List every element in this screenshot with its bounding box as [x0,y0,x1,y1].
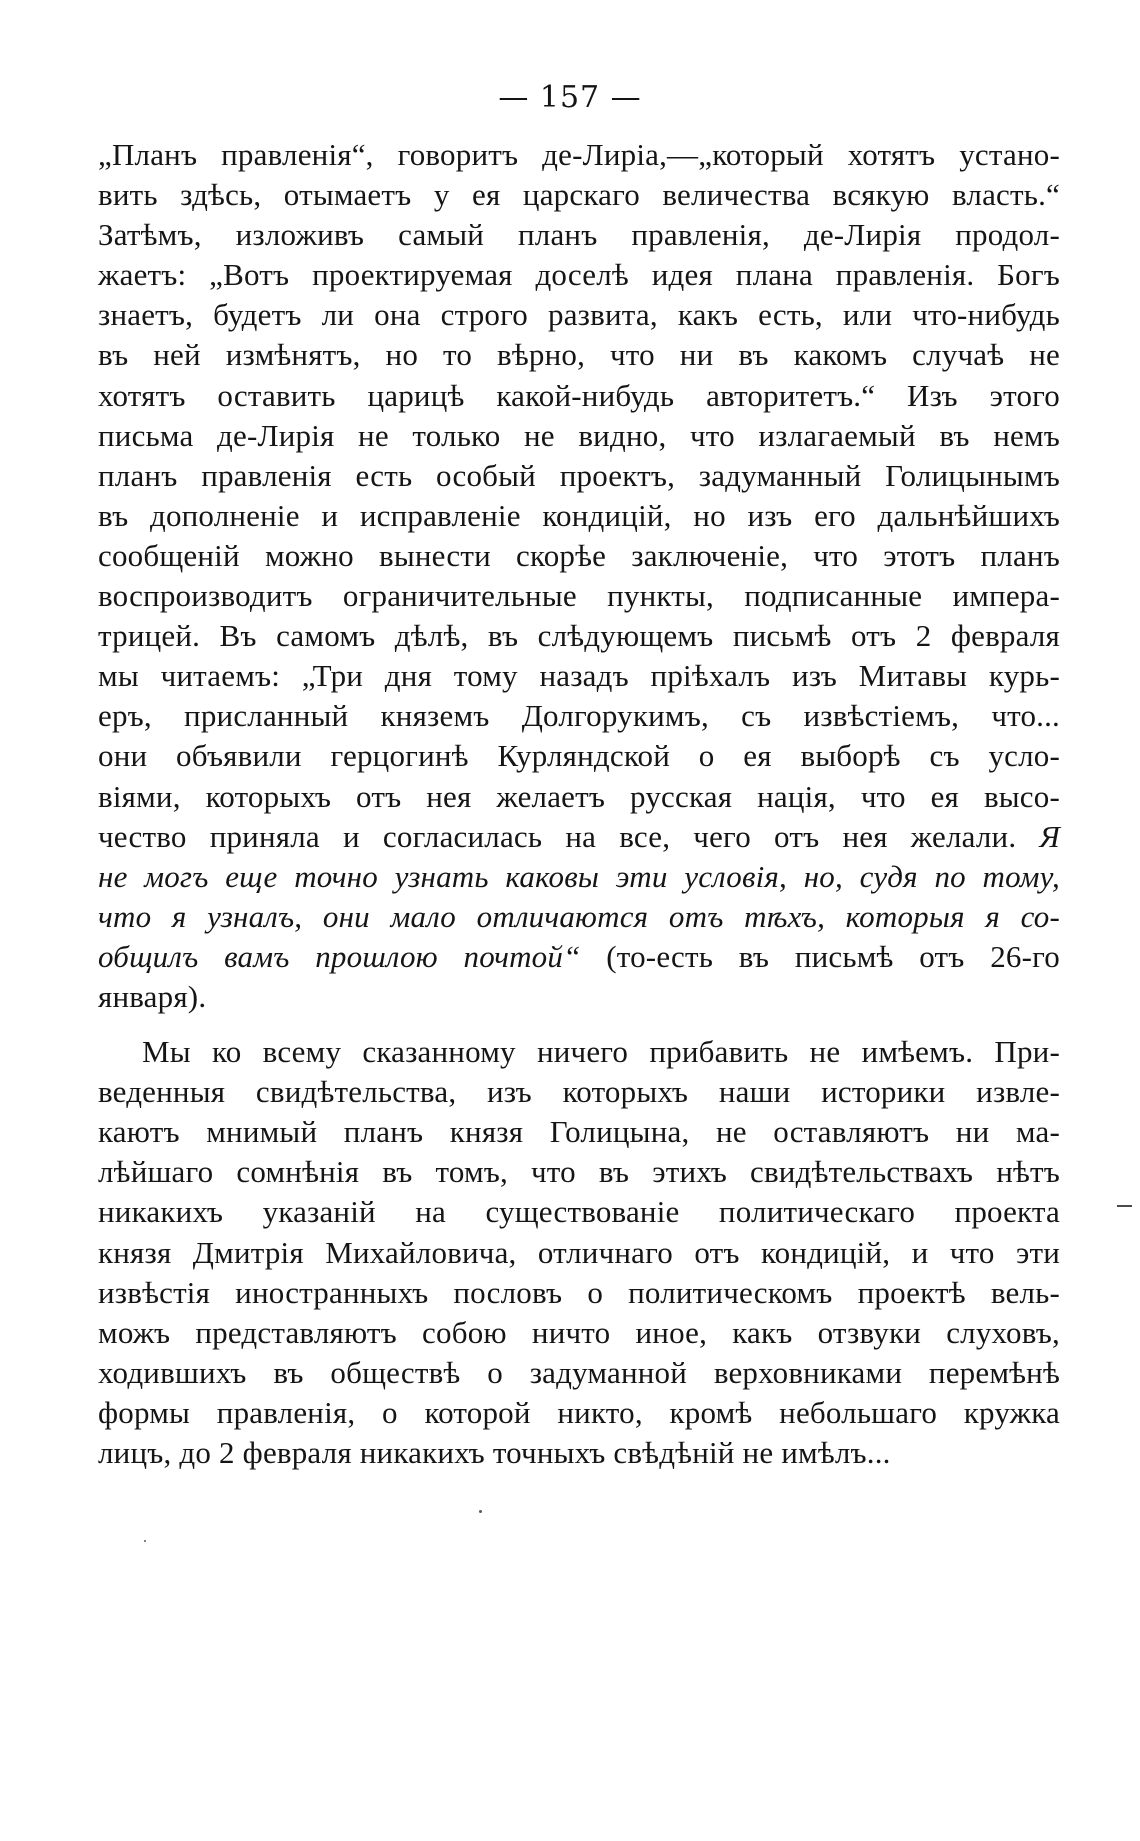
text-line: Мы ко всему сказанному ничего прибавить не имѣемъ. При- [142,1034,1060,1070]
italic-quote-line: что я узналъ, они мало отличаются отъ тѣхъ, которыя я со- [98,898,1060,934]
text-line: они объявили герцогинѣ Курляндской о ея выборѣ съ усло- [98,738,1060,774]
text-line: января). [98,978,207,1014]
text-line: веденныя свидѣтельства, изъ которыхъ наши историки извле- [98,1074,1060,1110]
text-line: мы читаемъ: „Три дня тому назадъ пріѣхалъ изъ Митавы курь- [98,658,1060,694]
text-line: вить здѣсь, отымаетъ у ея царскаго величества всякую власть.“ [98,177,1060,213]
text-line: никакихъ указаній на существованіе политическаго проекта [98,1194,1060,1230]
paragraph-gap [98,1017,1060,1032]
text-line: въ ней измѣнятъ, но то вѣрно, что ни въ какомъ случаѣ не [98,337,1060,373]
paragraph-1 [98,135,1060,1017]
italic-quote-line: не могъ еще точно узнать каковы эти условія, но, судя по тому, [98,858,1060,894]
text-line: хотятъ оставить царицѣ какой-нибудь авторитетъ.“ Изъ этого [98,377,1060,413]
italic-quote-text: Я [1039,818,1061,854]
margin-mark [1117,1205,1132,1207]
text-line: въ дополненіе и исправленіе кондицій, но изъ его дальнѣйшихъ [98,497,1060,533]
text-line: сообщеній можно вынести скорѣе заключеніе, что этотъ планъ [98,537,1060,573]
text-line: трицей. Въ самомъ дѣлѣ, въ слѣдующемъ письмѣ отъ 2 февраля [98,618,1060,654]
text-line: можъ представляютъ собою ничто иное, какъ отзвуки слуховъ, [98,1314,1060,1350]
paragraph-2 [98,1032,1060,1473]
text-line: планъ правленія есть особый проектъ, задуманный Голицынымъ [98,457,1060,493]
text-line: віями, которыхъ отъ нея желаетъ русская нація, что ея высо- [98,778,1060,814]
text-line: Затѣмъ, изложивъ самый планъ правленія, де-Лирія продол- [98,217,1060,253]
text-line: лѣйшаго сомнѣнія въ томъ, что въ этихъ свидѣтельствахъ нѣтъ [98,1154,1060,1190]
scan-speck [144,1540,146,1542]
text-line: извѣстія иностранныхъ пословъ о политическомъ проектѣ вель- [98,1274,1060,1310]
body-text [98,135,1060,1473]
text-line: письма де-Лирія не только не видно, что излагаемый въ немъ [98,417,1060,453]
italic-quote-text: общилъ вамъ прошлою почтой“ [98,938,581,974]
text-line: жаетъ: „Вотъ проектируемая доселѣ идея плана правленія. Богъ [98,257,1060,293]
regular-text: чество приняла и согласилась на все, чего отъ нея желали. [98,818,1017,854]
regular-text: (то-есть въ письмѣ отъ 26-го [606,938,1060,974]
text-line: формы правленія, о которой никто, кромѣ небольшаго кружка [98,1394,1060,1430]
text-line: каютъ мнимый планъ князя Голицына, не оставляютъ ни ма- [98,1114,1060,1150]
text-line-mixed [98,937,1060,977]
text-line: князя Дмитрія Михайловича, отличнаго отъ кондицій, и что эти [98,1234,1060,1270]
text-line-mixed [98,817,1060,857]
scan-speck [479,1510,482,1513]
text-line: ходившихъ въ обществѣ о задуманной верховниками перемѣнѣ [98,1354,1060,1390]
text-line: еръ, присланный княземъ Долгорукимъ, съ извѣстіемъ, что... [98,698,1060,734]
text-line: воспроизводитъ ограничительные пункты, подписанные импера- [98,578,1060,614]
text-line: лицъ, до 2 февраля никакихъ точныхъ свѣдѣній не имѣлъ... [98,1435,891,1470]
text-line: знаетъ, будетъ ли она строго развита, какъ есть, или что-нибудь [98,297,1060,333]
text-line: „Планъ правленія“, говоритъ де-Лиріа,—„который хотятъ устано- [98,137,1060,172]
page-number: — 157 — [498,80,642,115]
